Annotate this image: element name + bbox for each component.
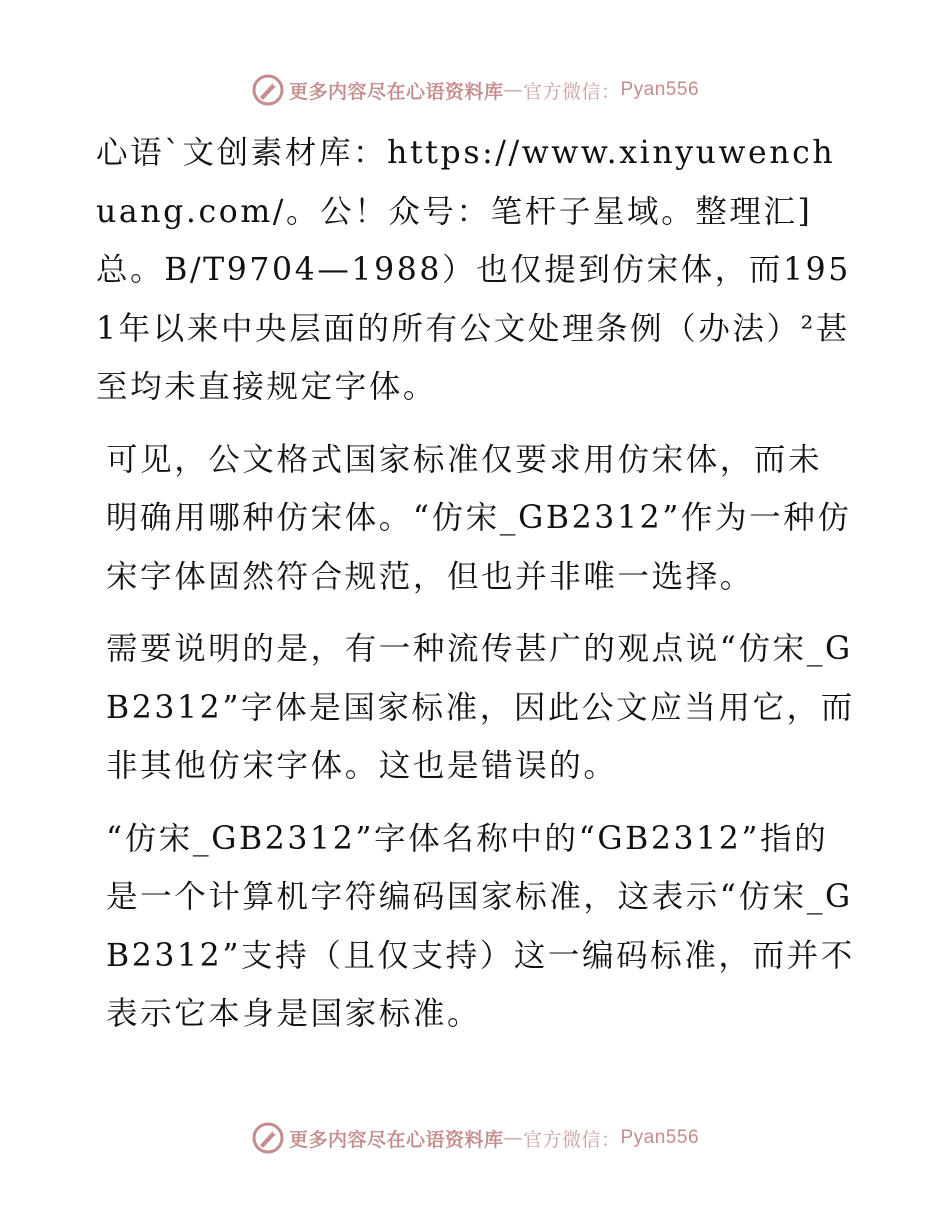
watermark-header — [0, 70, 950, 110]
paragraph-4: “仿宋_GB2312”字体名称中的“GB2312”指的是一个计算机字符编码国家标准，这表示“仿宋_GB2312”支持（且仅支持）这一编码标准，而并不表示它本身是国家标准。 — [106, 820, 855, 1032]
watermark-sub-text: 官方微信： — [522, 80, 621, 103]
paragraph-2: 可见，公文格式国家标准仅要求用仿宋体，而未明确用哪种仿宋体。“仿宋_GB2312”作为一种仿宋字体固然符合规范，但也并非唯一选择。 — [106, 441, 852, 595]
watermark-main-text: 更多内容尽在心语资料库 — [288, 80, 504, 103]
watermark-main-text: 更多内容尽在心语资料库 — [288, 1128, 504, 1151]
paragraph-3: 需要说明的是，有一种流传甚广的观点说“仿宋_GB2312”字体是国家标准，因此公文应当用它，而非其他仿宋字体。这也是错误的。 — [106, 631, 855, 784]
pen-logo-icon — [251, 1121, 285, 1155]
pen-logo-icon — [251, 73, 285, 107]
paragraph-1: 心语`文创素材库：https://www.xinyuwenchuang.com/。公！众号：笔杆子星域。整理汇]总。B/T9704—1988）也仅提到仿宋体，而1951年以来中央层面的所有公文处理条例（办法）²甚至均未直接规定字体。 — [96, 135, 851, 405]
document-body — [96, 124, 856, 1044]
watermark-sub-text: 官方微信： — [522, 1128, 621, 1151]
watermark-dash: — — [503, 1127, 523, 1149]
watermark-dash: — — [503, 79, 523, 101]
watermark-wechat-id: Pyan556 — [620, 79, 700, 100]
watermark-footer — [0, 1118, 950, 1158]
watermark-wechat-id: Pyan556 — [620, 1127, 700, 1148]
